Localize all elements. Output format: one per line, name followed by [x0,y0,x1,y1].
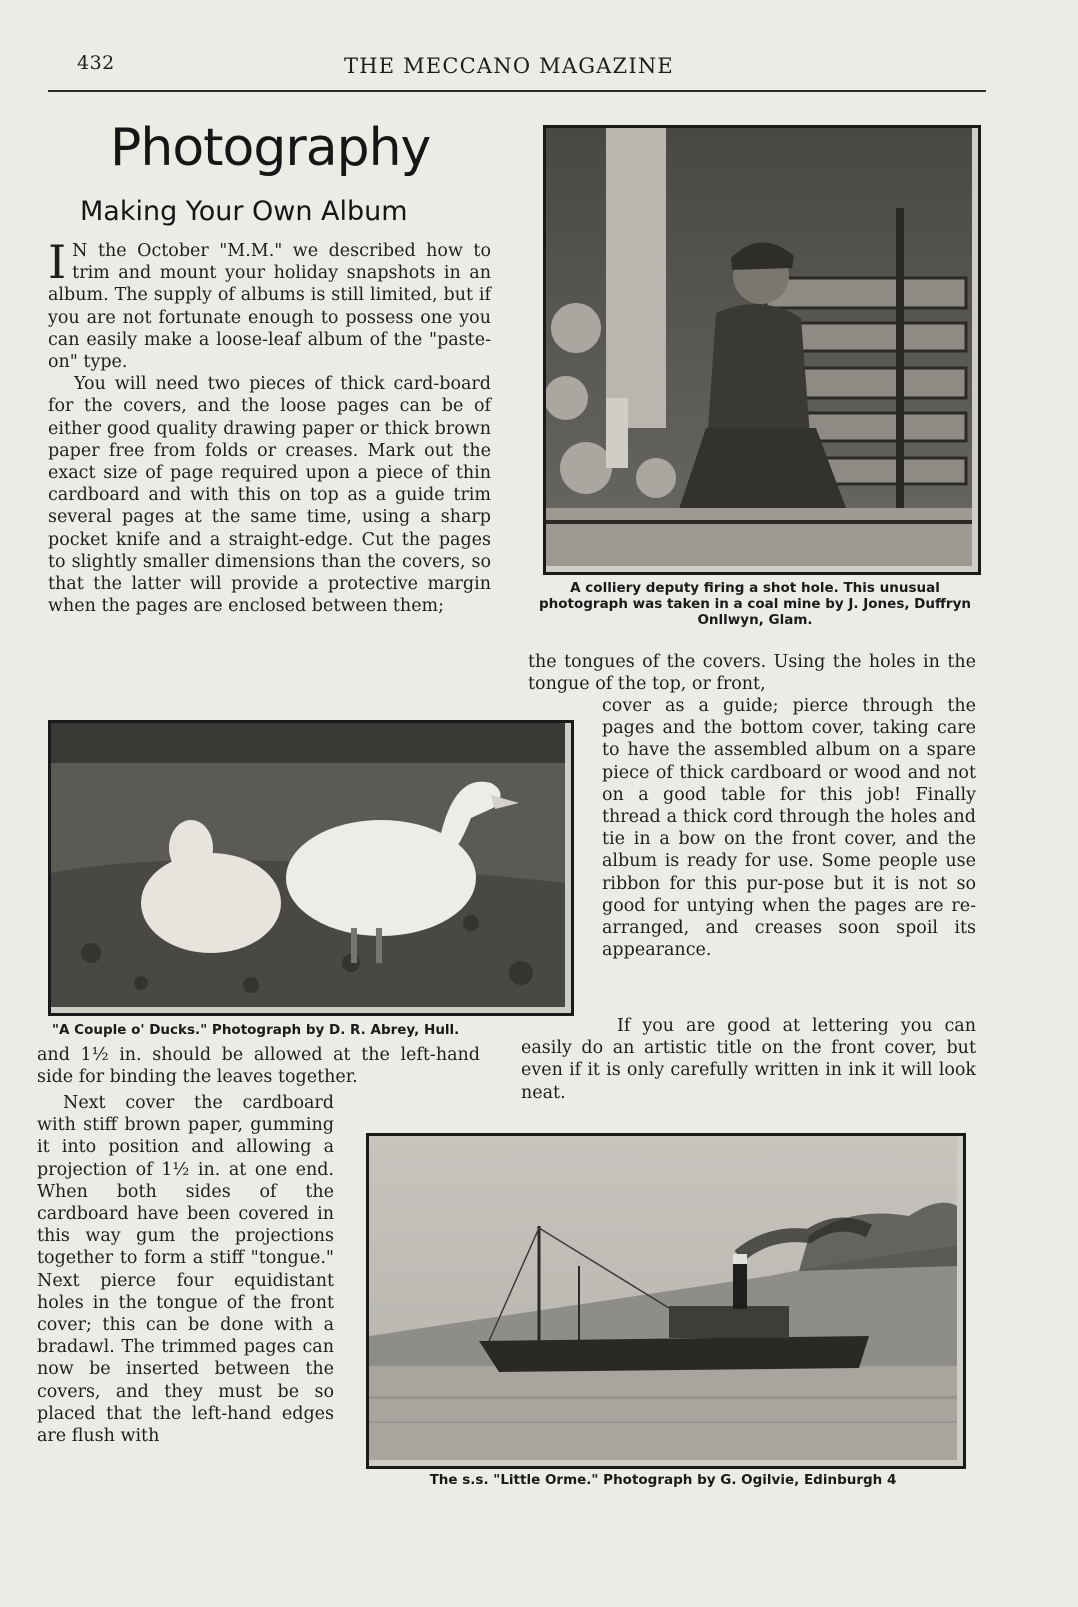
article-column-left [48,235,491,617]
article-column-left-narrow [37,1092,334,1447]
article-title: Photography [110,118,431,178]
ship-photo-image [369,1136,957,1460]
paragraph-margin: and 1½ in. should be allowed at the left-hand side for binding the leaves together. [37,1045,480,1088]
magazine-title: THE MECCANO MAGAZINE [344,54,674,78]
drop-cap: I [48,235,67,289]
article-column-left-continued [37,1044,480,1088]
paragraph-intro [48,235,491,373]
ship-photo [366,1133,966,1469]
colliery-photo [543,125,981,575]
header-rule [48,90,986,92]
ship-caption: The s.s. "Little Orme." Photograph by G. Ogilvie, Edinburgh 4 [429,1472,897,1488]
colliery-caption: A colliery deputy firing a shot hole. This unusual photograph was taken in a coal mine by J. Jones, Duffryn Onllwyn, Glam. [538,580,972,628]
article-column-right-narrow [602,695,976,961]
paragraph-intro-text: N the October "M.M." we described how to trim and mount your holiday snapshots in an album. The supply of albums is still limited, but if you are not fortunate enough to possess one you can easily make a loose-leaf album of the "paste-on" type. [48,241,491,373]
paragraph-covers: Next cover the cardboard with stiff brown paper, gumming it into position and allowing a projection of 1½ in. at one end. When both sides of the cardboard have been covered in this way gum the projections together to form a stiff "tongue." Next pierce four equidistant holes in the tongue of the front cover; this can be done with a bradawl. The trimmed pages can now be inserted between the covers, and they must be so placed that the left-hand edges are flush with [37,1093,334,1447]
article-subtitle: Making Your Own Album [80,196,408,227]
colliery-photo-image [546,128,972,566]
paragraph-binding: cover as a guide; pierce through the pages and the bottom cover, taking care to have the assembled album on a spare piece of thick cardboard or wood and not on a good table for this job! Finally thread a thick cord through the holes and tie in a bow on the front cover, and the album is ready for use. Some people use ribbon for this pur-pose but it is not so good for untying when the pages are re-arranged, and creases soon spoil its appearance. [602,696,976,961]
paragraph-lettering: If you are good at lettering you can easily do an artistic title on the front cover, but even if it is only carefully written in ink it will look neat. [521,1016,976,1103]
ducks-photo [48,720,574,1016]
article-column-right-bottom [521,1015,976,1104]
article-column-right-top [528,651,976,695]
paragraph-tongues: the tongues of the covers. Using the holes in the tongue of the top, or front, [528,652,976,695]
ducks-caption: "A Couple o' Ducks." Photograph by D. R. Abrey, Hull. [52,1022,460,1038]
page-number: 432 [77,52,115,74]
ducks-photo-image [51,723,565,1007]
paragraph-materials: You will need two pieces of thick card-board for the covers, and the loose pages can be of either good quality drawing paper or thick brown paper free from folds or creases. Mark out the exact size of page required upon a piece of thin cardboard and with this on top as a guide trim several pages at the same time, using a sharp pocket knife and a straight-edge. Cut the pages to slightly smaller dimensions than the covers, so that the latter will provide a protective margin when the pages are enclosed between them; [48,374,491,617]
